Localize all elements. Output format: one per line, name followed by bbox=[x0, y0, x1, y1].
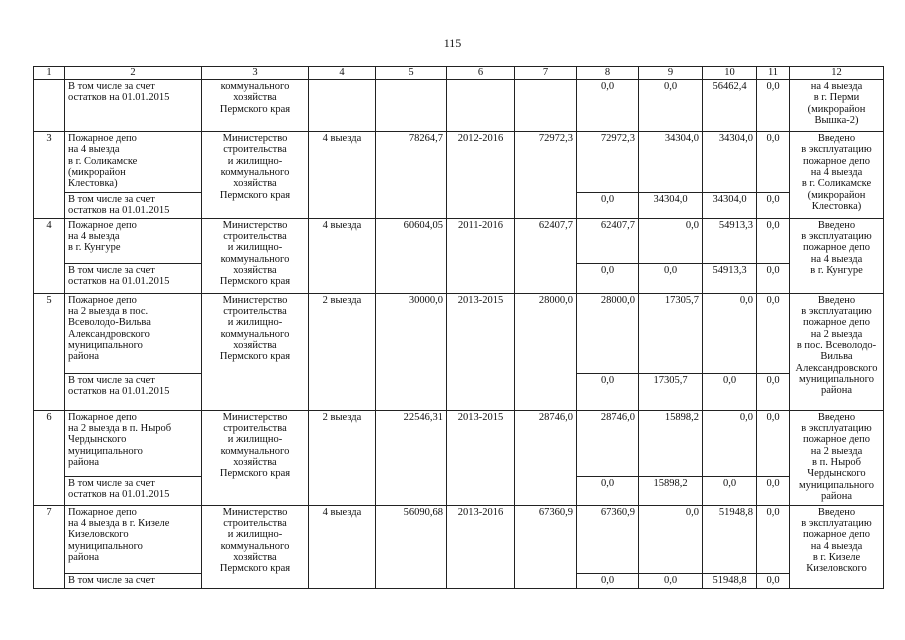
cell-col10: 0,0 bbox=[703, 410, 757, 476]
cell-col10: 0,0 bbox=[703, 293, 757, 373]
cell-col7: 62407,7 bbox=[515, 218, 577, 293]
cell-col11: 0,0 bbox=[757, 218, 790, 263]
column-header: 5 bbox=[376, 67, 447, 80]
cell-project-name: Пожарное депо на 2 выезда в пос. Всеволодо-Вильва Александровского муниципального района bbox=[65, 293, 202, 373]
cell-col10: 54913,3 bbox=[703, 263, 757, 293]
cell-subtotal-label: В том числе за счет остатков на 01.01.2015 bbox=[65, 193, 202, 219]
cell-period bbox=[447, 80, 515, 132]
cell-owner: Министерство строительства и жилищно- коммунального хозяйства Пермского края bbox=[202, 218, 309, 293]
column-header: 1 bbox=[34, 67, 65, 80]
cell-project-name: Пожарное депо на 4 выезда в г. Соликамске (микрорайон Клестовка) bbox=[65, 132, 202, 193]
cell-project-name: Пожарное депо на 2 выезда в п. Ныроб Чердынского муниципального района bbox=[65, 410, 202, 476]
cell-col11: 0,0 bbox=[757, 193, 790, 219]
cell-col10: 51948,8 bbox=[703, 505, 757, 573]
cell-result: на 4 выезда в г. Перми (микрорайон Вышка-2) bbox=[790, 80, 884, 132]
cell-col10: 51948,8 bbox=[703, 573, 757, 588]
cell-cost: 60604,05 bbox=[376, 218, 447, 293]
cell-period: 2011-2016 bbox=[447, 218, 515, 293]
cell-result: Введено в эксплуатацию пожарное депо на 4 выезда в г. Кизеле Кизеловского bbox=[790, 505, 884, 588]
cell-owner: Министерство строительства и жилищно- коммунального хозяйства Пермского края bbox=[202, 505, 309, 588]
cell-col8: 0,0 bbox=[577, 263, 639, 293]
cell-result: Введено в эксплуатацию пожарное депо на 2 выезда в пос. Всеволодо- Вильва Александровского муниципального района bbox=[790, 293, 884, 410]
cell-col8: 28000,0 bbox=[577, 293, 639, 373]
cell-col11: 0,0 bbox=[757, 505, 790, 573]
cell-col9: 0,0 bbox=[639, 505, 703, 573]
cell-number bbox=[34, 80, 65, 132]
cell-col10: 0,0 bbox=[703, 476, 757, 505]
cell-cost: 30000,0 bbox=[376, 293, 447, 410]
cell-col9: 34304,0 bbox=[639, 193, 703, 219]
cell-subtotal-label: В том числе за счет bbox=[65, 573, 202, 588]
cell-col11: 0,0 bbox=[757, 293, 790, 373]
cell-col10: 54913,3 bbox=[703, 218, 757, 263]
cell-number: 4 bbox=[34, 218, 65, 293]
cell-col9: 34304,0 bbox=[639, 132, 703, 193]
cell-col11: 0,0 bbox=[757, 573, 790, 588]
cell-period: 2013-2016 bbox=[447, 505, 515, 588]
cell-cost: 56090,68 bbox=[376, 505, 447, 588]
cell-col8: 0,0 bbox=[577, 80, 639, 132]
cell-col8: 0,0 bbox=[577, 476, 639, 505]
cell-col8: 62407,7 bbox=[577, 218, 639, 263]
cell-cost: 78264,7 bbox=[376, 132, 447, 219]
cell-col9: 0,0 bbox=[639, 218, 703, 263]
cell-period: 2013-2015 bbox=[447, 293, 515, 410]
cell-capacity bbox=[309, 80, 376, 132]
cell-col10: 0,0 bbox=[703, 373, 757, 410]
cell-owner: коммунального хозяйства Пермского края bbox=[202, 80, 309, 132]
cell-capacity: 4 выезда bbox=[309, 218, 376, 293]
cell-result: Введено в эксплуатацию пожарное депо на 2 выезда в п. Ныроб Чердынского муниципального района bbox=[790, 410, 884, 505]
table-row bbox=[34, 410, 884, 476]
column-header: 12 bbox=[790, 67, 884, 80]
cell-col11: 0,0 bbox=[757, 410, 790, 476]
cell-col8: 0,0 bbox=[577, 573, 639, 588]
cell-subtotal-label: В том числе за счет остатков на 01.01.2015 bbox=[65, 263, 202, 293]
column-header: 11 bbox=[757, 67, 790, 80]
column-header: 6 bbox=[447, 67, 515, 80]
cell-col8: 0,0 bbox=[577, 193, 639, 219]
column-header: 10 bbox=[703, 67, 757, 80]
cell-col7 bbox=[515, 80, 577, 132]
cell-col7: 67360,9 bbox=[515, 505, 577, 588]
cell-col8: 67360,9 bbox=[577, 505, 639, 573]
cell-col7: 28000,0 bbox=[515, 293, 577, 410]
cell-col11: 0,0 bbox=[757, 263, 790, 293]
cell-period: 2012-2016 bbox=[447, 132, 515, 219]
cell-project-name: Пожарное депо на 4 выезда в г. Кунгуре bbox=[65, 218, 202, 263]
cell-col10: 56462,4 bbox=[703, 80, 757, 132]
cell-col11: 0,0 bbox=[757, 373, 790, 410]
cell-col11: 0,0 bbox=[757, 132, 790, 193]
cell-col8: 0,0 bbox=[577, 373, 639, 410]
cell-col9: 0,0 bbox=[639, 263, 703, 293]
cell-col8: 28746,0 bbox=[577, 410, 639, 476]
program-table bbox=[33, 66, 884, 589]
column-header: 8 bbox=[577, 67, 639, 80]
cell-capacity: 4 выезда bbox=[309, 505, 376, 588]
table-row bbox=[34, 293, 884, 373]
cell-subtotal-label: В том числе за счет остатков на 01.01.2015 bbox=[65, 373, 202, 410]
cell-col11: 0,0 bbox=[757, 80, 790, 132]
cell-number: 3 bbox=[34, 132, 65, 219]
cell-col9: 17305,7 bbox=[639, 373, 703, 410]
cell-owner: Министерство строительства и жилищно- коммунального хозяйства Пермского края bbox=[202, 293, 309, 410]
column-header: 4 bbox=[309, 67, 376, 80]
cell-capacity: 2 выезда bbox=[309, 293, 376, 410]
cell-period: 2013-2015 bbox=[447, 410, 515, 505]
cell-col9: 0,0 bbox=[639, 573, 703, 588]
column-header: 7 bbox=[515, 67, 577, 80]
cell-col10: 34304,0 bbox=[703, 132, 757, 193]
cell-owner: Министерство строительства и жилищно- коммунального хозяйства Пермского края bbox=[202, 410, 309, 505]
cell-col11: 0,0 bbox=[757, 476, 790, 505]
cell-col7: 72972,3 bbox=[515, 132, 577, 219]
table-row bbox=[34, 218, 884, 263]
cell-col9: 15898,2 bbox=[639, 476, 703, 505]
cell-number: 7 bbox=[34, 505, 65, 588]
cell-capacity: 2 выезда bbox=[309, 410, 376, 505]
column-header: 9 bbox=[639, 67, 703, 80]
cell-result: Введено в эксплуатацию пожарное депо на 4 выезда в г. Соликамске (микрорайон Клестовка) bbox=[790, 132, 884, 219]
cell-capacity: 4 выезда bbox=[309, 132, 376, 219]
cell-result: Введено в эксплуатацию пожарное депо на 4 выезда в г. Кунгуре bbox=[790, 218, 884, 293]
cell-number: 6 bbox=[34, 410, 65, 505]
cell-number: 5 bbox=[34, 293, 65, 410]
table-row bbox=[34, 505, 884, 573]
cell-subtotal-label: В том числе за счет остатков на 01.01.2015 bbox=[65, 80, 202, 132]
column-header: 2 bbox=[65, 67, 202, 80]
table-row bbox=[34, 80, 884, 132]
cell-cost bbox=[376, 80, 447, 132]
cell-col8: 72972,3 bbox=[577, 132, 639, 193]
cell-col9: 0,0 bbox=[639, 80, 703, 132]
column-header: 3 bbox=[202, 67, 309, 80]
cell-col9: 17305,7 bbox=[639, 293, 703, 373]
projects-body bbox=[34, 132, 884, 589]
cell-col7: 28746,0 bbox=[515, 410, 577, 505]
cell-subtotal-label: В том числе за счет остатков на 01.01.2015 bbox=[65, 476, 202, 505]
cell-col10: 34304,0 bbox=[703, 193, 757, 219]
cell-owner: Министерство строительства и жилищно- коммунального хозяйства Пермского края bbox=[202, 132, 309, 219]
cell-col9: 15898,2 bbox=[639, 410, 703, 476]
page-number: 115 bbox=[443, 36, 462, 50]
cell-project-name: Пожарное депо на 4 выезда в г. Кизеле Кизеловского муниципального района bbox=[65, 505, 202, 573]
cell-cost: 22546,31 bbox=[376, 410, 447, 505]
column-header-row bbox=[34, 67, 884, 80]
table-row bbox=[34, 132, 884, 193]
